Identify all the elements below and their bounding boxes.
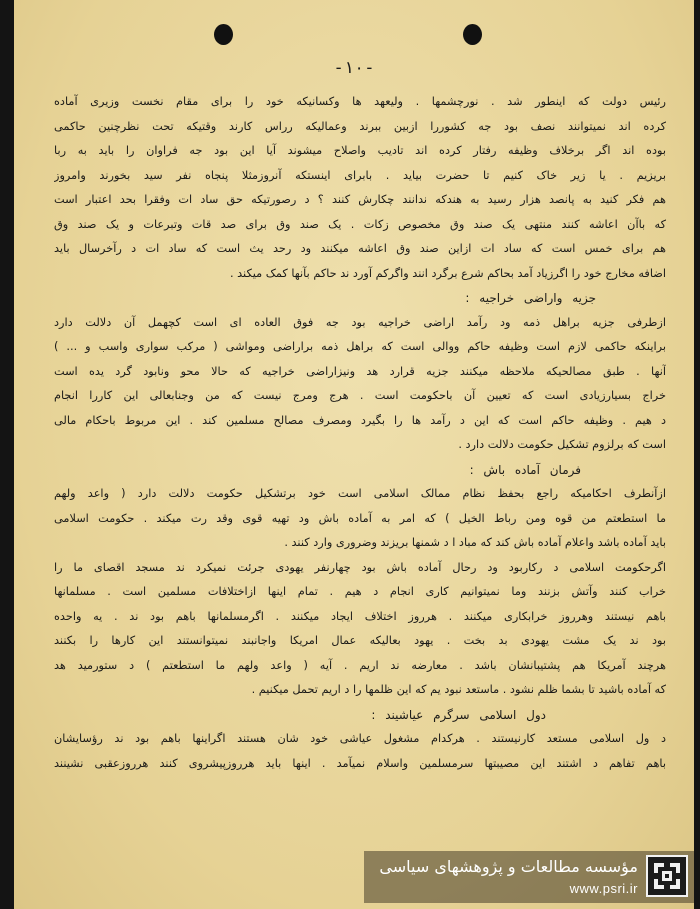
section-heading: دول اسلامی سرگرم عیاشیند : [371,707,546,722]
text-line: رئیس دولت که اینطور شد . نورچشمها . ولیعهد ها وکسانیکه خود را برای مقام نخست وزیری آماده [54,95,666,108]
text-line: ازطرفی جزیه براهل ذمه ود رآمد اراضی خراجیه بود جه فوق العاده ای است کچهمل آن دلالت دارد [54,315,666,329]
punch-hole-left [214,24,233,45]
text-line: باید آماده باشد واعلام آماده باش کند که مباد ا د شمنها بریزند وضروری وارد کنند . [284,536,666,549]
text-line: هم برای خمس است که ساد ات ازاین صند وق اعاشه میکنند ود رحد یث است که ساد ات د رآخرسال باید [54,242,666,255]
text-line: که باآن اعاشه کنند منتهی یک صند وق مخصوص زکات . یک صند وق برای صد قات وتبرعات و یک صند وق [54,217,666,231]
watermark-institute-name: مؤسسه مطالعات و پژوهشهای سیاسی [379,857,638,876]
text-line: د ول اسلامی مستعد کارنیستند . هرکدام مشغول عیاشی خود شان هستند اگراینها باهم بود ند رؤسایشان [54,732,666,745]
text-line: کرده اند نمیتوانند نصف بود جه کشوررا ازبین ببرند وعمالیکه رراس کارند وقتیکه تحت نظرچنین حاکمی [54,119,666,133]
text-line: هم فکر کنید به پانصد هزار رسید به هندکه ندانند چکارش کنند ؟ د رصورتیکه حق ساد ات وفقرا بحد اعتبار است [54,193,666,206]
section-heading: فرمان آماده باش : [469,462,581,477]
body-text [54,90,666,776]
text-line: بریزیم . یا زیر خاک کنیم تا حضرت بیاید . بابرای اینستکه آنروزمثلا پنجاه نفر سید بخورند وامروز [54,168,666,182]
punch-hole-right [463,24,482,45]
watermark-url: www.psri.ir [569,881,638,896]
text-line: باهم تفاهم د اشتند این مصیبتها سرمسلمین واسلام نمیآمد . اینها باید هرروزپیشروی کنند هرروزعقبی نشینند [54,756,666,770]
text-line: خراب کنند وآتش بزنند وما نمیتوانیم کاری انجام د هیم . تمام اینها ازاختلافات مسلمین است . مسلمانها [54,585,666,598]
logo-pattern-icon [648,857,686,895]
text-line: ازآنطرف احکامیکه راجع بحفظ نظام ممالک اسلامی است خود برتشکیل حکومت دلالت دارد ( واعد ولهم [54,487,666,500]
text-line: اضافه مخارج خود را اگرزیاد آمد بحاکم شرع برگرد انند واگرکم آورد ند حاکم بآنها کمک میکند . [229,266,666,280]
institute-logo-icon [646,855,688,897]
text-line: آنها . طبق مصالحیکه ملاحظه میکنند جزیه قرارد هد ونیزاراضی خراجیه که حالا محو ونابود گرد یده است [54,364,666,378]
text-line: خراج بسیارزیادی است که تعیین آن باحکومت است . هرج ومرج نیست که من وجنابعالی این کاررا انجام [54,389,666,402]
text-line: ما استطعتم من قوه ومن رباط الخیل ) که امر به آماده باش ود تهیه قوی وقد رت میکند . حکومت اسلامی [54,511,666,525]
text-line: هرچند آمریکا هم پشتیبانشان باشد . معارضه ند اریم . آیه ( واعد ولهم ما استطعتم ) د ستورمید هد [54,658,666,672]
section-heading: جزیه واراضی خراجیه : [465,291,596,305]
text-line: بوده اند اگر برخلاف وظیفه رفتار کرده اند تادیب واصلاح میشوند آیا این بود جه فراوان را باید به ربا [54,144,666,157]
text-line: که آماده باشید تا بشما ظلم نشود . ماستعد نبود یم که این ظلمها را د اریم تحمل میکنیم . [251,683,666,696]
text-line: باهم نیستند وهرروز خرابکاری میکنند . هرروز اختلاف ایجاد میکنند . اگرمسلمانها باهم بود ند . یه واحده [54,609,666,623]
text-line: د هیم . وظیفه حاکم است که این د رآمد ها را بگیرد ومصرف مصالح مسلمین کند . این مربوط باحکام مالی [54,413,666,427]
text-line: بود ند یک مشت یهودی بد بخت . یهود بعالیکه عمال امریکا واجانبند نمیتوانستند این کارها را بکنند [54,634,666,647]
text-line: است که برلزوم تشکیل حکومت دلالت دارد . [458,438,666,451]
watermark [0,845,700,909]
document-page [14,0,694,909]
text-line: اگرحکومت اسلامی د رکاربود ود رحال آماده باش بود چهارنفر یهودی جرئت نمیکرد ند مسجد اقصای ما را [54,560,666,574]
page-number: -۱۰- [333,58,375,78]
text-line: براینکه حاکمی لازم است وظیفه حاکم ووالی است که براهل ذمه براراضی ومواشی ( مرکب سواری واسب و ... ) [54,340,666,353]
